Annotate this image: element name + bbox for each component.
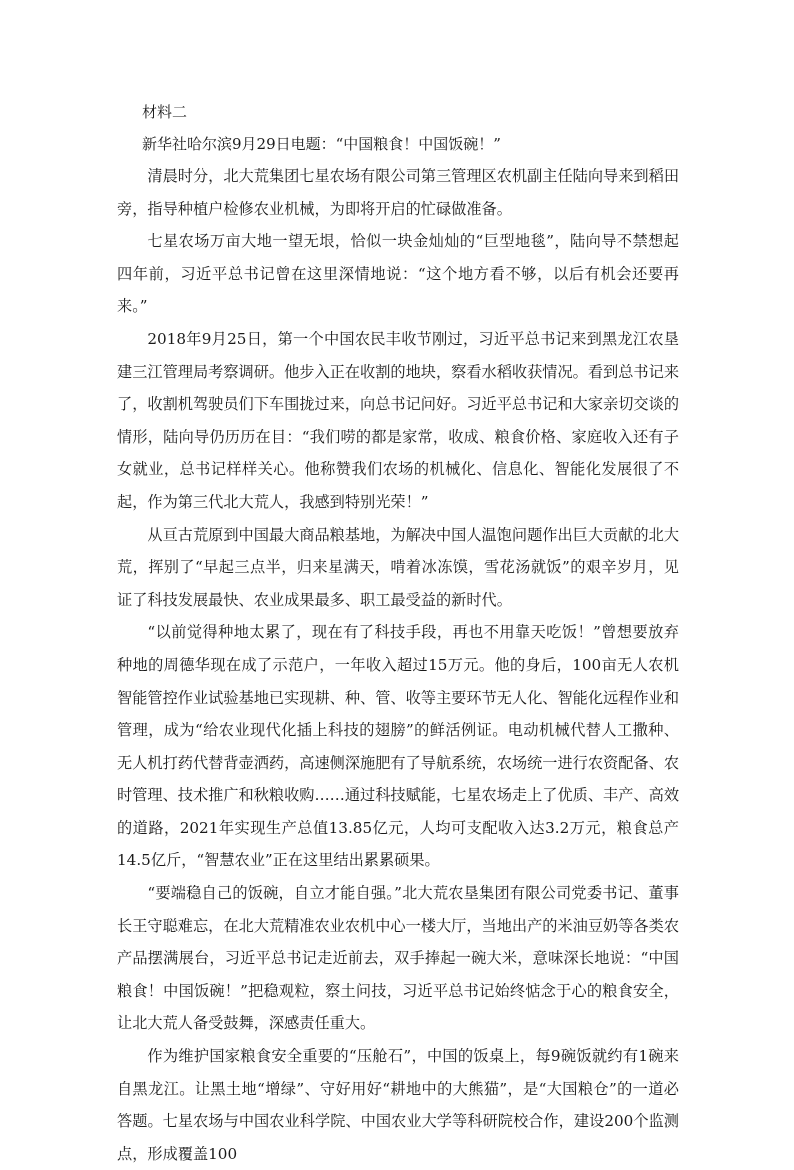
paragraph-2: 七星农场万亩大地一望无垠，恰似一块金灿灿的“巨型地毯”，陆向导不禁想起四年前，习近平总书记曾在这里深情地说：“这个地方看不够，以后有机会还要再来。” <box>117 232 679 316</box>
dateline: 新华社哈尔滨9月29日电题：“中国粮食！中国饭碗！” <box>142 135 501 153</box>
paragraph-1: 清晨时分，北大荒集团七星农场有限公司第三管理区农机副主任陆向导来到稻田旁，指导种植户检修农业机械，为即将开启的忙碌做准备。 <box>117 167 679 218</box>
paragraph-6: “要端稳自己的饭碗，自立才能自强。”北大荒农垦集团有限公司党委书记、董事长王守聪难忘，在北大荒精准农业农机中心一楼大厅，当地出产的米油豆奶等各类农产品摆满展台，习近平总书记走近前去，双手捧起一碗大米，意味深长地说：“中国粮食！中国饭碗！”把稳观粒，察土问技，习近平总书记始终惦念于心的粮食安全，让北大荒人备受鼓舞，深感责任重大。 <box>117 884 679 1033</box>
paragraph-7: 作为维护国家粮食安全重要的“压舱石”，中国的饭桌上，每9碗饭就约有1碗来自黑龙江。让黑土地“增绿”、守好用好“耕地中的大熊猫”，是“大国粮仓”的一道必答题。七星农场与中国农业科学院、中国农业大学等科研院校合作，建设200个监测点，形成覆盖100 <box>117 1047 679 1163</box>
paragraph-5: “以前觉得种地太累了，现在有了科技手段，再也不用靠天吃饭！”曾想要放弃种地的周德华现在成了示范户，一年收入超过15万元。他的身后，100亩无人农机智能管控作业试验基地已实现耕、种、管、收等主要环节无人化、智能化远程作业和管理，成为“给农业现代化插上科技的翅膀”的鲜活例证。电动机械代替人工撒种、无人机打药代替背壶洒药，高速侧深施肥有了导航系统，农场统一进行农资配备、农时管理、技术推广和秋粮收购……通过科技赋能，七星农场走上了优质、丰产、高效的道路，2021年实现生产总值13.85亿元，人均可支配收入达3.2万元，粮食总产14.5亿斤，“智慧农业”正在这里结出累累硕果。 <box>117 623 679 870</box>
document-page <box>117 96 679 1170</box>
section-title: 材料二 <box>142 103 188 121</box>
paragraph-3: 2018年9月25日，第一个中国农民丰收节刚过，习近平总书记来到黑龙江农垦建三江管理局考察调研。他步入正在收割的地块，察看水稻收获情况。看到总书记来了，收割机驾驶员们下车围拢过来，向总书记问好。习近平总书记和大家亲切交谈的情形，陆向导仍历历在目：“我们唠的都是家常，收成、粮食价格、家庭收入还有子女就业，总书记样样关心。他称赞我们农场的机械化、信息化、智能化发展很了不起，作为第三代北大荒人，我感到特别光荣！” <box>117 329 679 511</box>
paragraph-4: 从亘古荒原到中国最大商品粮基地，为解决中国人温饱问题作出巨大贡献的北大荒，挥别了“早起三点半，归来星满天，啃着冰冻馍，雪花汤就饭”的艰辛岁月，见证了科技发展最快、农业成果最多、职工最受益的新时代。 <box>117 525 679 609</box>
